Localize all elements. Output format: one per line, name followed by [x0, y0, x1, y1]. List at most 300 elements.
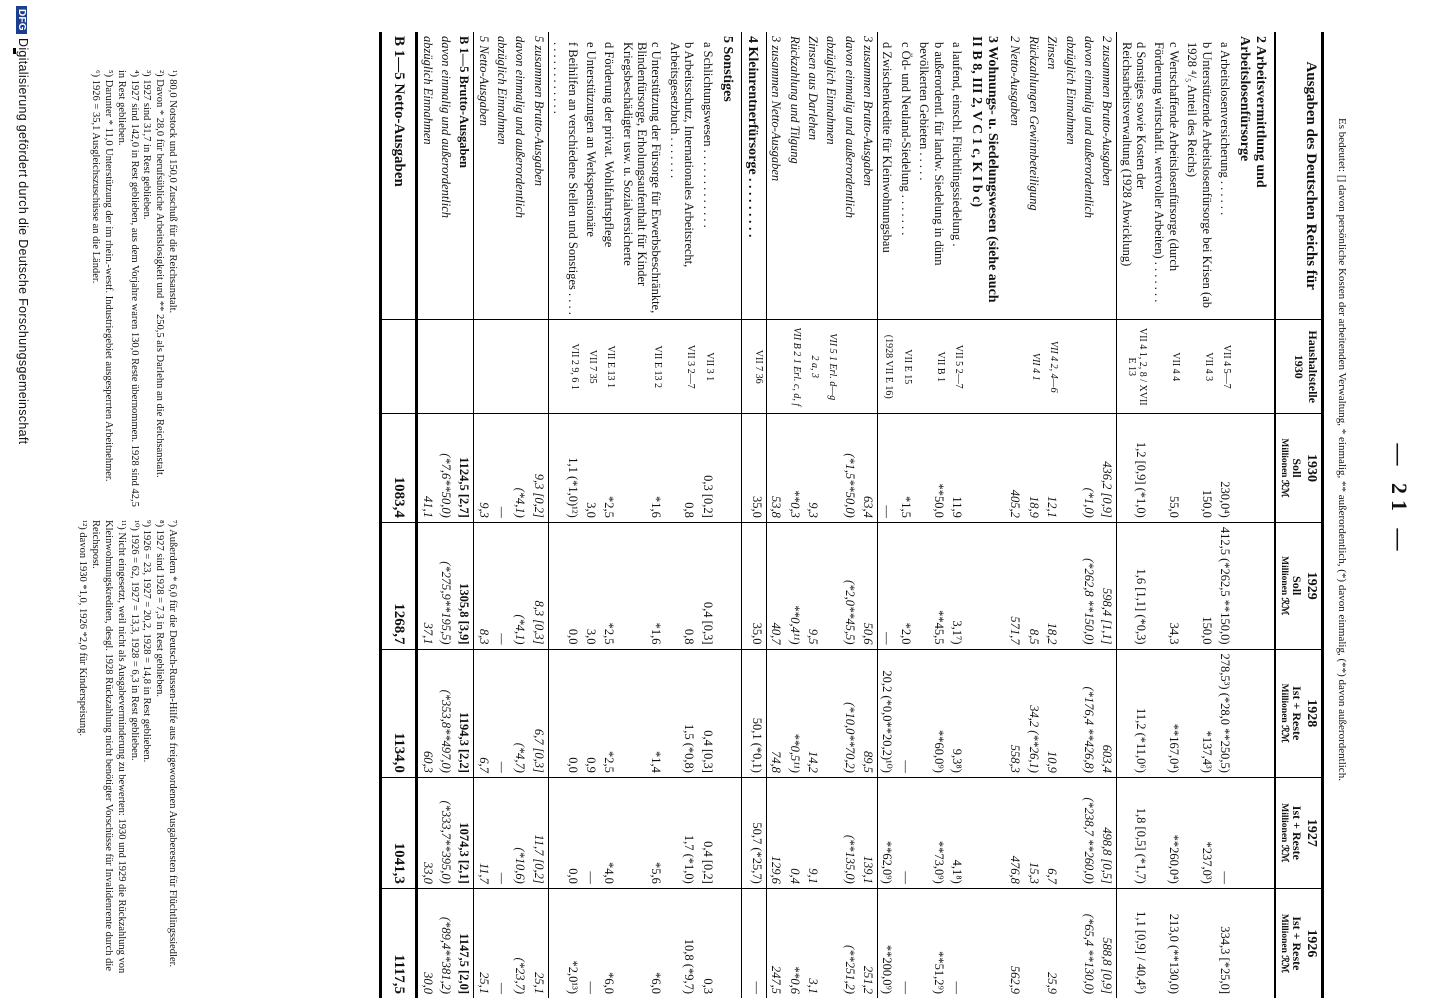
row-value: 1147,5 [2,0]: [455, 888, 474, 998]
row-label: abzüglich Einnahmen: [420, 36, 435, 145]
table-row: [417, 32, 437, 998]
row-value: 6,7: [474, 649, 493, 777]
row-value: [1234, 649, 1275, 777]
row-haushaltstelle: [1080, 320, 1098, 414]
row-value: 588,8 [0,9]: [1098, 888, 1117, 998]
row-value: 9,5: [804, 522, 822, 649]
row-haushaltstelle: [437, 320, 455, 414]
row-value: 50,7 (*25,7): [741, 777, 766, 888]
row-value: *4,0: [600, 777, 618, 888]
row-value: 3,0: [582, 522, 600, 649]
row-value: 10,9: [1043, 649, 1061, 777]
row-value: 37,1: [417, 522, 437, 649]
row-value: [1061, 414, 1079, 523]
row-label: c Öd- und Neuland-Siedelung . . . . . . .: [898, 42, 913, 236]
row-label: Zinsen aus Darlehen: [805, 36, 820, 141]
row-haushaltstelle: VII E 13 1: [600, 320, 618, 414]
row-value: 0,4: [785, 777, 803, 888]
row-label: abzüglich Einnahmen: [824, 36, 839, 145]
table-row: [698, 32, 716, 998]
row-value: **60,0⁹): [915, 649, 948, 777]
row-value: 11,7: [474, 777, 493, 888]
row-value: 35,0: [741, 414, 766, 523]
row-haushaltstelle: [766, 320, 785, 414]
row-value: 12,1: [1043, 414, 1061, 523]
row-value: 1074,3 [2,1]: [455, 777, 474, 888]
row-value: *1,6: [618, 414, 665, 523]
row-value: 1,5 (*0,8): [666, 649, 699, 777]
row-value: 1305,8 [3,9]: [455, 522, 474, 649]
footnote: ⁷) Außerdem * 6,0 für die Deutsch-Russen-Hilfe aus freigewordenen Ausgaberesten für Flüchtlingssiedler.: [167, 520, 178, 968]
table-row: [1025, 32, 1043, 998]
row-value: —: [493, 777, 511, 888]
row-value: 0,8: [666, 414, 699, 523]
row-value: —: [493, 522, 511, 649]
row-value: 139,1: [859, 777, 878, 888]
table-row: [493, 32, 511, 998]
row-value: —: [878, 414, 897, 523]
row-value: [822, 888, 840, 998]
row-value: 436,2 [0,9]: [1098, 414, 1117, 523]
row-value: 0,4 [0,3]: [698, 522, 716, 649]
row-value: [966, 414, 1006, 523]
row-value: *1,6: [618, 522, 665, 649]
table-row: [1006, 32, 1024, 998]
row-value: 89,5: [859, 649, 878, 777]
row-value: 247,5: [766, 888, 785, 998]
row-label: 4 Kleinrentnerfürsorge . . . . . . . . .: [741, 32, 766, 320]
row-value: 0,8: [666, 522, 699, 649]
row-value: (*4,7): [511, 649, 529, 777]
row-label: Zinsen: [1045, 36, 1060, 70]
row-haushaltstelle: [717, 320, 742, 414]
row-value: **0,6: [785, 888, 803, 998]
row-label: f Beihilfen an verschiedene Stellen und Sonstiges . . . . . . . . . . . . . . . .: [551, 42, 580, 315]
col-year: 1927: [1304, 818, 1319, 847]
row-value: 3,0: [582, 414, 600, 523]
row-value: (*353,8**497,0): [437, 649, 455, 777]
row-haushaltstelle: VII 4 3: [1183, 320, 1216, 414]
table-row: [437, 32, 455, 998]
row-value: —: [878, 522, 897, 649]
row-value: 278,5³) (*28,0 **250,5): [1216, 649, 1234, 777]
table-row: [822, 32, 840, 998]
footnotes-right: [76, 520, 178, 980]
row-haushaltstelle: [1061, 320, 1079, 414]
table-row: [966, 32, 1006, 998]
budget-table: [379, 32, 1324, 998]
row-value: —: [493, 888, 511, 998]
row-value: —: [896, 777, 914, 888]
row-value: 20,2 (*0,0**20,2)¹⁰): [878, 649, 897, 777]
row-value: 33,0: [417, 777, 437, 888]
footnote: ¹) 80,0 Notstock und 150,0 Zuschuß für die Reichsanstalt.: [167, 70, 178, 314]
row-value: (*275,9**195,5): [437, 522, 455, 649]
table-row: [1216, 32, 1234, 998]
row-value: **45,5: [915, 522, 948, 649]
row-value: 129,6: [766, 777, 785, 888]
table-row: [1150, 32, 1183, 998]
row-value: 8,3: [474, 522, 493, 649]
row-value: 1,7 (*1,0): [666, 777, 699, 888]
row-value: 34,2 (**26,1): [1025, 649, 1043, 777]
row-value: 9,3⁸): [948, 649, 966, 777]
row-label: davon einmalig und außerordentlich: [513, 36, 528, 219]
col-year: 1930: [1304, 453, 1319, 482]
row-label: 3 zusammen Netto-Ausgaben: [769, 36, 784, 182]
row-value: 0,4 [0,3]: [698, 649, 716, 777]
row-value: 18,2: [1043, 522, 1061, 649]
row-value: 6,7: [1043, 777, 1061, 888]
row-value: 150,0: [1183, 414, 1216, 523]
table-row: [1080, 32, 1098, 998]
table-body: [381, 32, 1276, 998]
footnote: ⁸) 1927 sind 1928 = 7,3 in Rest geblieben.: [154, 520, 166, 697]
row-value: (*1,0): [1080, 414, 1098, 523]
row-value: 0,4 [0,2]: [698, 777, 716, 888]
row-value: [1234, 777, 1275, 888]
row-label: e Unterstützungen an Werkspensionäre: [584, 42, 598, 237]
row-label: 2 zusammen Brutto-Ausgaben: [1098, 32, 1117, 320]
row-value: 9,1: [804, 777, 822, 888]
col-year: 1929: [1304, 571, 1319, 600]
footnote: ³) 1927 sind 31,7 in Rest geblieben.: [141, 70, 153, 220]
row-value: **260,0⁴): [1150, 777, 1183, 888]
row-haushaltstelle: [1234, 320, 1275, 414]
col-header-1929: [1275, 522, 1322, 649]
table-row: [1098, 32, 1117, 998]
row-value: 18,9: [1025, 414, 1043, 523]
credit-text: Digitalisierung gefördert durch die Deutsche Forschungsgemeinschaft: [16, 38, 30, 445]
row-value: 3,1: [804, 888, 822, 998]
row-value: [966, 522, 1006, 649]
row-value: *2,0¹³): [548, 888, 581, 998]
col-year: 1928: [1304, 699, 1319, 728]
row-value: [966, 888, 1006, 998]
row-value: [966, 649, 1006, 777]
row-value: 1,1 [0,9] / 40,4⁵): [1117, 888, 1150, 998]
row-value: 8,5: [1025, 522, 1043, 649]
table-row: [1061, 32, 1079, 998]
row-value: 150,0: [1183, 522, 1216, 649]
row-value: —: [896, 649, 914, 777]
row-value: **51,2⁹): [915, 888, 948, 998]
row-haushaltstelle: VII 4 1, 2, 8 / XVII E 13: [1117, 320, 1150, 414]
row-haushaltstelle: VII 4 2, 4—6: [1043, 320, 1061, 414]
row-value: (*10,0**70,2): [840, 649, 858, 777]
table-row: [741, 32, 766, 998]
row-value: 25,1: [474, 888, 493, 998]
row-value: 34,3: [1150, 522, 1183, 649]
table-row: [582, 32, 600, 998]
row-value: 11,7 [0,2]: [530, 777, 549, 888]
row-value: [717, 522, 742, 649]
row-value: 1,1 (*1,0)¹²): [548, 414, 581, 523]
row-value: 25,1: [530, 888, 549, 998]
col-kind: Soll: [1289, 458, 1304, 478]
col-unit: Millionen ℛℳ: [1279, 913, 1290, 973]
row-value: (*10,6): [511, 777, 529, 888]
row-haushaltstelle: VII B 1: [915, 320, 948, 414]
row-value: —: [1216, 777, 1234, 888]
row-label: 5 Netto-Ausgaben: [476, 36, 491, 126]
row-value: 60,3: [417, 649, 437, 777]
row-value: [1061, 777, 1079, 888]
row-value: [1234, 414, 1275, 523]
row-value: 11,9: [948, 414, 966, 523]
row-value: —: [582, 777, 600, 888]
row-label: 3 zusammen Brutto-Ausgaben: [859, 32, 878, 320]
row-haushaltstelle: [417, 320, 437, 414]
row-value: 476,8: [1006, 777, 1024, 888]
row-haushaltstelle: VII 7 36: [741, 320, 766, 414]
row-value: 334,3 [*25,0]: [1216, 888, 1234, 998]
row-haushaltstelle: VII 3 2—7: [666, 320, 699, 414]
table-row: [1183, 32, 1216, 998]
row-value: [1061, 888, 1079, 998]
row-value: —: [582, 888, 600, 998]
row-label: B 1—5 Brutto-Ausgaben: [455, 32, 474, 320]
row-value: [966, 777, 1006, 888]
row-haushaltstelle: VII E 13 2: [618, 320, 665, 414]
row-haushaltstelle: [474, 320, 493, 414]
col-unit: Millionen ℛℳ: [1279, 803, 1290, 863]
row-label: Rückzahlungen Gewinnbeteiligung: [1026, 36, 1041, 211]
row-value: [822, 777, 840, 888]
col-kind: Ist + Reste: [1289, 805, 1304, 860]
col-header-1927: [1275, 777, 1322, 888]
footnote: ⁶) 1926 = 35,1 Ausgleichszuschüsse an die Länder.: [90, 70, 102, 284]
row-value: [717, 414, 742, 523]
table-row: [785, 32, 803, 998]
row-value: [1061, 649, 1079, 777]
row-value: (*23,7): [511, 888, 529, 998]
row-value: 6,7 [0,3]: [530, 649, 549, 777]
row-value: 50,6: [859, 522, 878, 649]
row-value: (*7,6**50,0): [437, 414, 455, 523]
row-value: —: [493, 414, 511, 523]
row-label: a Arbeitslosenversicherung . . . . . .: [1218, 42, 1232, 216]
row-value: [717, 888, 742, 998]
row-value: *237,0³): [1183, 777, 1216, 888]
row-value: 1194,3 [2,2]: [455, 649, 474, 777]
table-row: [474, 32, 493, 998]
footnote: ⁴) 1927 sind 142,0 in Rest geblieben, aus dem Vorjahre waren 130,0 Reste übernommen. 1928 sind 42,5 in Rest geblieben.: [115, 70, 140, 507]
row-label: 5 Sonstiges: [717, 32, 742, 320]
row-value: (*2,0**45,5): [840, 522, 858, 649]
row-value: (*4,1): [511, 414, 529, 523]
row-value: *2,5: [600, 522, 618, 649]
row-value: [1183, 888, 1216, 998]
row-value: 230,0⁴): [1216, 414, 1234, 523]
row-label: a laufend, einschl. Flüchtlingssiedelung .: [949, 42, 964, 247]
row-value: 1268,7: [381, 522, 417, 649]
row-value: [717, 649, 742, 777]
row-value: 1041,3: [381, 777, 417, 888]
hs-year: 1930: [1292, 354, 1307, 379]
row-value: 0,0: [548, 522, 581, 649]
row-haushaltstelle: VII 4 5—7: [1216, 320, 1234, 414]
row-value: 9,3 [0,2]: [530, 414, 549, 523]
row-haushaltstelle: VII 7 35: [582, 320, 600, 414]
row-value: 3,1⁷): [948, 522, 966, 649]
row-haushaltstelle: [381, 320, 417, 414]
row-value: 213,0 (**130,0): [1150, 888, 1183, 998]
row-value: 1,6 [1,1] (*0,3): [1117, 522, 1150, 649]
row-label: 3 Wohnungs- u. Siedelungswesen (siehe auch II B 8, III 2, V C 1 c, K I b c): [969, 36, 1001, 303]
row-haushaltstelle: 2 a, 3: [804, 320, 822, 414]
row-value: 30,0: [417, 888, 437, 998]
row-label: 2 Arbeitsvermittlung und Arbeitslosenfürsorge: [1237, 36, 1269, 188]
row-value: [1025, 888, 1043, 998]
row-value: *137,4³): [1183, 649, 1216, 777]
table-row: [1117, 32, 1150, 998]
row-value: (**135,0): [840, 777, 858, 888]
row-value: 0,3 [0,2]: [698, 414, 716, 523]
row-haushaltstelle: VII B 2 1 Erl. c, d, f: [785, 320, 803, 414]
hs-header: [1275, 320, 1322, 414]
row-value: **0,5¹¹): [785, 649, 803, 777]
row-value: *2,0: [896, 522, 914, 649]
row-haushaltstelle: [840, 320, 858, 414]
row-value: 1,8 [0,5] (*1,7): [1117, 777, 1150, 888]
row-value: [1234, 888, 1275, 998]
row-value: **0,3: [785, 414, 803, 523]
table-row: [666, 32, 699, 998]
table-row: [1043, 32, 1061, 998]
row-label: b Unterstützende Arbeitslosenfürsorge bei Krisen (ab 1928 ⁴/₅ Anteil des Reichs): [1185, 42, 1214, 309]
row-value: 25,9: [1043, 888, 1061, 998]
table-row: [878, 32, 897, 998]
row-haushaltstelle: [1098, 320, 1117, 414]
table-row: [804, 32, 822, 998]
row-label: c Wertschaffende Arbeitslosenfürsorge (durch Förderung wirtschaftl. wertvoller Arbeiten) . . . . . . .: [1152, 42, 1181, 303]
row-value: —: [896, 888, 914, 998]
row-value: (*1,5**50,0): [840, 414, 858, 523]
col-year: 1926: [1304, 929, 1319, 958]
row-value: **73,0⁹): [915, 777, 948, 888]
row-value: **0,4¹¹): [785, 522, 803, 649]
row-value: 10,8 (*9,7): [666, 888, 699, 998]
row-haushaltstelle: VII 5 2—7: [948, 320, 966, 414]
row-value: **167,0⁴): [1150, 649, 1183, 777]
row-value: [1061, 522, 1079, 649]
row-value: —: [741, 888, 766, 998]
row-value: **200,0⁹): [878, 888, 897, 998]
row-value: 1,2 [0,9] (*1,0): [1117, 414, 1150, 523]
row-value: 74,8: [766, 649, 785, 777]
row-label: d Förderung der privat. Wohlfahrtspflege: [602, 42, 617, 248]
row-haushaltstelle: [530, 320, 549, 414]
row-value: 1124,5 [2,7]: [455, 414, 474, 523]
table-row: [548, 32, 581, 998]
table-row: [766, 32, 785, 998]
table-row: [530, 32, 549, 998]
digitization-credit: [16, 6, 30, 444]
row-label: davon einmalig und außerordentlich: [439, 36, 453, 219]
row-value: (*176,4 **426,8): [1080, 649, 1098, 777]
col-kind: Soll: [1289, 576, 1304, 596]
row-label: c Unterstützung der Fürsorge für Erwerbsbeschränkte, Blindenfürsorge, Erholungsaufenthalt für Kinder Kriegsbeschädigter usw. u. Sozialversicherte: [620, 42, 664, 314]
row-haushaltstelle: (1928 VII E 16): [878, 320, 897, 414]
table-header: [1275, 32, 1322, 998]
table-row: [915, 32, 948, 998]
row-value: 14,2: [804, 649, 822, 777]
row-haushaltstelle: VII 4 4: [1150, 320, 1183, 414]
row-value: —: [493, 649, 511, 777]
row-haushaltstelle: VII 3 1: [698, 320, 716, 414]
row-value: 405,2: [1006, 414, 1024, 523]
table-row: [717, 32, 742, 998]
row-label: abzüglich Einnahmen: [1063, 36, 1078, 145]
col-unit: Millionen ℛℳ: [1279, 438, 1290, 498]
footnote: ¹²) davon 1930 *1,0, 1926 *2,0 für Kinderspeisung.: [77, 520, 89, 736]
col-kind: Ist + Reste: [1289, 916, 1304, 971]
row-value: 598,4 [1,1]: [1098, 522, 1117, 649]
row-value: **50,0: [915, 414, 948, 523]
row-label: davon einmalig und außerordentlich: [1082, 36, 1096, 219]
legend-text: Es bedeutet: [] davon persönliche Kosten der arbeitenden Verwaltung, * einmalig, ** außerordentlich, (*) davon einmalig, (**) davon außerordentlich.: [1336, 118, 1348, 781]
row-label: Rückzahlung und Tilgung: [787, 36, 802, 164]
table-row: [511, 32, 529, 998]
row-label: abzüglich Einnahmen: [495, 36, 510, 145]
row-value: —: [948, 888, 966, 998]
row-value: 15,3: [1025, 777, 1043, 888]
row-label: B 1—5 Netto-Ausgaben: [381, 32, 417, 320]
row-label: davon einmalig und außerordentlich: [842, 36, 857, 219]
row-haushaltstelle: [859, 320, 878, 414]
row-value: (*333,7**395,0): [437, 777, 455, 888]
row-label: 5 zusammen Brutto-Ausgaben: [530, 32, 549, 320]
row-label: b Arbeitsschutz, Internationales Arbeitsrecht, Arbeitsgesetzbuch . . . . . . .: [667, 42, 697, 268]
footnote: ²) Davon * 28,0 für berufsübliche Arbeitslosigkeit und ** 250,5 als Darlehn an die Reichsanstalt.: [154, 70, 166, 478]
row-haushaltstelle: [511, 320, 529, 414]
col-unit: Millionen ℛℳ: [1279, 556, 1290, 616]
row-value: 0,0: [548, 649, 581, 777]
row-haushaltstelle: VII 5 1 Erl. d—g: [822, 320, 840, 414]
row-value: 562,9: [1006, 888, 1024, 998]
row-haushaltstelle: [493, 320, 511, 414]
table-row: [1234, 32, 1275, 998]
row-haushaltstelle: [1006, 320, 1024, 414]
row-value: 0,9: [582, 649, 600, 777]
table-title: Ausgaben des Deutschen Reichs für: [1275, 32, 1322, 320]
table-row: [618, 32, 665, 998]
row-value: 0,0: [548, 777, 581, 888]
table-row: [381, 32, 417, 998]
footnote: ⁵) Darunter * 11,0 Unterstützung der im rhein.-westf. Industriegebiet ausgesperrten Arbeitnehmer.: [103, 70, 115, 482]
row-value: 40,7: [766, 522, 785, 649]
table-row: [859, 32, 878, 998]
row-haushaltstelle: VII 2 9, 6 1: [548, 320, 581, 414]
footnote: ⁹) 1926 = 23, 1927 = 20,2, 1928 = 14,8 in Rest geblieben.: [141, 520, 153, 763]
row-value: **62,0⁹): [878, 777, 897, 888]
row-value: [822, 649, 840, 777]
row-value: 4,1⁸): [948, 777, 966, 888]
row-value: *2,5: [600, 649, 618, 777]
col-header-1926: [1275, 888, 1322, 998]
row-value: 63,4: [859, 414, 878, 523]
row-label: d Zwischenkredite für Kleinwohnungsbau: [880, 42, 895, 253]
row-haushaltstelle: [966, 320, 1006, 414]
row-value: 9,3: [804, 414, 822, 523]
row-value: 603,4: [1098, 649, 1117, 777]
table-row: [840, 32, 858, 998]
row-value: 571,7: [1006, 522, 1024, 649]
row-value: 498,8 [0,5]: [1098, 777, 1117, 888]
row-label: d Sonstiges sowie Kosten der Reichsarbeitsverwaltung (1928 Abwicklung): [1119, 42, 1149, 267]
row-value: 251,2: [859, 888, 878, 998]
